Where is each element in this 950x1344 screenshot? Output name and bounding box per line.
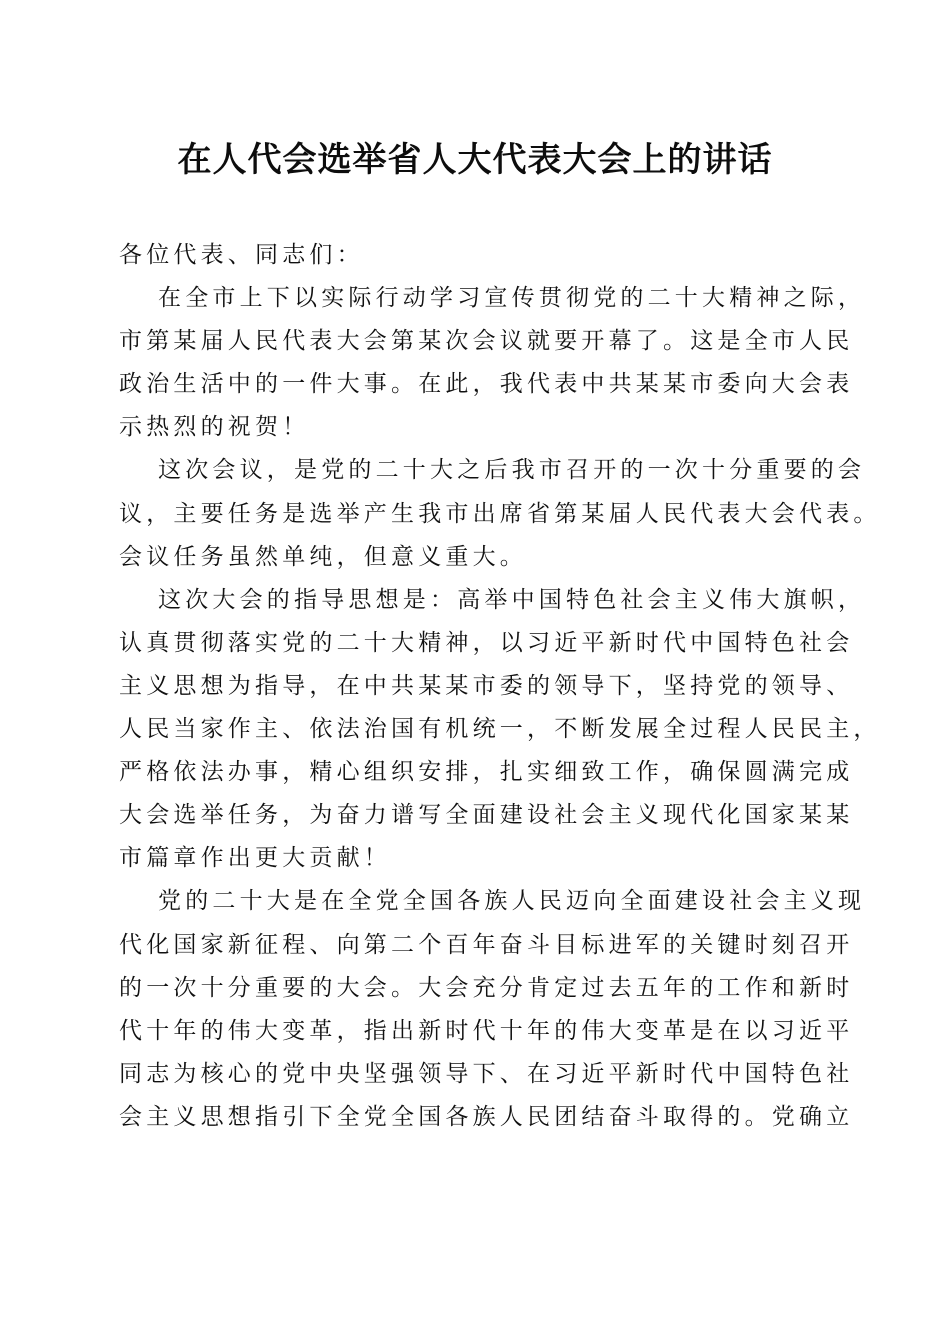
paragraph-line: 在全市上下以实际行动学习宣传贯彻党的二十大精神之际， — [158, 285, 866, 312]
paragraph-line: 会主义思想指引下全党全国各族人民团结奋斗取得的。党确立 — [119, 1103, 854, 1130]
paragraph-line: 认真贯彻落实党的二十大精神，以习近平新时代中国特色社会 — [119, 629, 854, 656]
paragraph-line: 这次会议，是党的二十大之后我市召开的一次十分重要的会 — [158, 457, 866, 484]
paragraph-line: 代化国家新征程、向第二个百年奋斗目标进军的关键时刻召开 — [119, 931, 854, 958]
paragraph-line: 的一次十分重要的大会。大会充分肯定过去五年的工作和新时 — [119, 974, 854, 1001]
paragraph-line: 人民当家作主、依法治国有机统一，不断发展全过程人民民主， — [119, 716, 881, 743]
paragraph-line: 会议任务虽然单纯，但意义重大。 — [119, 543, 527, 570]
paragraph-line: 示热烈的祝贺！ — [119, 414, 310, 441]
salutation: 各位代表、同志们： — [119, 242, 364, 268]
paragraph-line: 同志为核心的党中央坚强领导下、在习近平新时代中国特色社 — [119, 1060, 854, 1087]
paragraph-line: 大会选举任务，为奋力谱写全面建设社会主义现代化国家某某 — [119, 802, 854, 829]
paragraph-3 — [119, 579, 881, 881]
paragraph-4 — [119, 880, 866, 1139]
paragraph-line: 严格依法办事，精心组织安排，扎实细致工作，确保圆满完成 — [119, 759, 854, 786]
paragraph-line: 党的二十大是在全党全国各族人民迈向全面建设社会主义现 — [158, 888, 866, 915]
paragraph-line: 市第某届人民代表大会第某次会议就要开幕了。这是全市人民 — [119, 328, 854, 355]
paragraph-line: 这次大会的指导思想是：高举中国特色社会主义伟大旗帜， — [158, 586, 866, 613]
paragraph-line: 议，主要任务是选举产生我市出席省第某届人民代表大会代表。 — [119, 500, 881, 527]
paragraph-line: 主义思想为指导，在中共某某市委的领导下，坚持党的领导、 — [119, 672, 854, 699]
paragraph-2 — [119, 449, 881, 578]
paragraph-1 — [119, 277, 866, 449]
paragraph-line: 市篇章作出更大贡献！ — [119, 845, 391, 872]
paragraph-line: 代十年的伟大变革，指出新时代十年的伟大变革是在以习近平 — [119, 1017, 854, 1044]
paragraph-line: 政治生活中的一件大事。在此，我代表中共某某市委向大会表 — [119, 371, 854, 398]
document-body — [119, 234, 881, 1139]
document-title: 在人代会选举省人大代表大会上的讲话 — [177, 140, 773, 180]
